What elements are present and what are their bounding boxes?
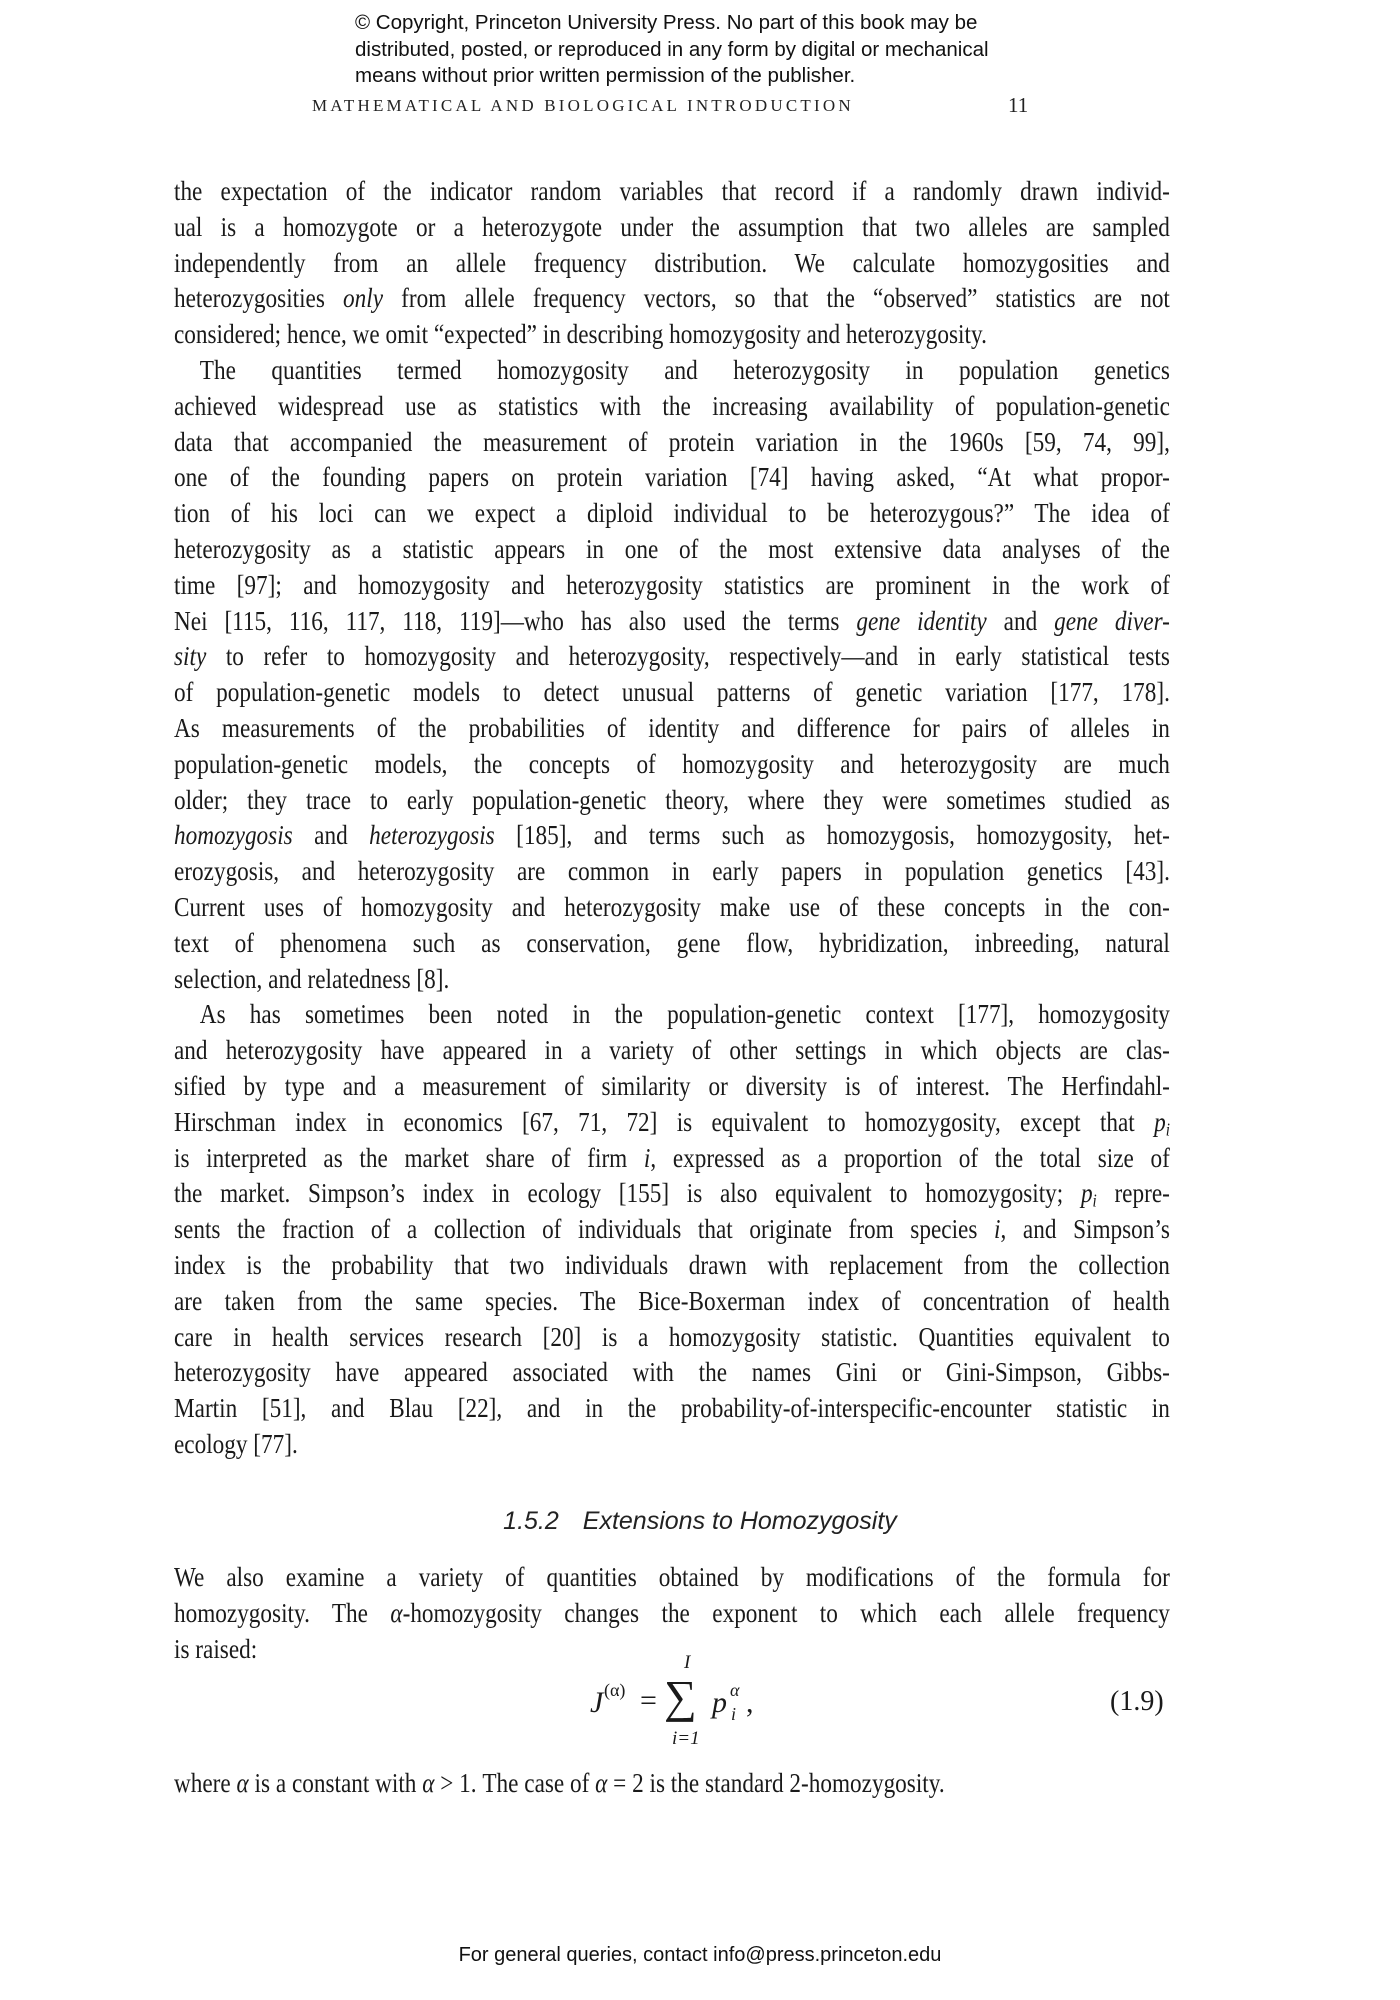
text-run: data that accompanied the measurement of protein variation in the 1960s [59, 74, 99], <box>174 426 1170 457</box>
text-line <box>174 1212 1170 1246</box>
copyright-line: distributed, posted, or reproduced in any form by digital or mechanical <box>355 37 989 61</box>
page-number: 11 <box>1008 93 1029 117</box>
text-line <box>174 604 1170 638</box>
text-run: Hirschman index in economics [67, 71, 72] is equivalent to homozygosity, except that <box>174 1106 1155 1137</box>
text-run: selection, and relatedness [8]. <box>174 963 450 994</box>
equation-number: (1.9) <box>1110 1686 1164 1717</box>
text-line <box>174 1391 1170 1425</box>
copyright-notice <box>355 10 989 90</box>
italic-run: gene identity <box>856 605 987 636</box>
text-run: We also examine a variety of quantities obtained by modifications of the formula for <box>174 1562 1170 1592</box>
text-line <box>174 174 1170 208</box>
eq-equals: = <box>640 1684 657 1717</box>
italic-run: i <box>643 1142 651 1173</box>
text-line <box>174 747 1170 781</box>
text-line <box>174 675 1170 709</box>
text-line <box>174 425 1170 459</box>
text-line <box>174 854 1170 888</box>
text-line <box>174 1141 1170 1175</box>
text-line <box>174 568 1170 602</box>
text-run: sified by type and a measurement of similarity or diversity is of interest. The Herfindahl- <box>174 1071 1170 1101</box>
text-run: achieved widespread use as statistics with the increasing availability of population-genetic <box>174 390 1170 421</box>
eq-lhs-sup: (α) <box>604 1680 626 1700</box>
text-run: care in health services research [20] is a homozygosity statistic. Quantities equivalent to <box>174 1321 1170 1352</box>
text-run: > 1. The case of <box>434 1768 596 1798</box>
subscript: i <box>1092 1190 1097 1211</box>
text-run: and <box>986 605 1055 636</box>
text-run: time [97]; and homozygosity and heterozygosity statistics are prominent in the work of <box>174 569 1170 600</box>
text-line <box>174 281 1170 315</box>
text-run: heterozygosities <box>174 283 344 314</box>
text-run: ecology [77]. <box>174 1429 298 1459</box>
italic-run: α <box>422 1768 435 1798</box>
text-run: homozygosity. The <box>174 1597 391 1628</box>
text-run: one of the founding papers on protein variation [74] having asked, “At what propor- <box>174 462 1170 493</box>
text-line <box>174 1033 1170 1067</box>
text-line <box>174 1560 1170 1594</box>
text-line <box>174 1176 1170 1210</box>
text-line <box>174 1632 1170 1666</box>
text-line <box>174 210 1170 244</box>
text-run: older; they trace to early population-genetic theory, where they were sometimes studied as <box>174 784 1170 815</box>
text-run: from allele frequency vectors, so that the “observed” statistics are not <box>383 283 1170 314</box>
text-line <box>174 353 1170 387</box>
text-run: and heterozygosity have appeared in a variety of other settings in which objects are clas- <box>174 1035 1170 1066</box>
eq-term: p <box>712 1686 727 1719</box>
italic-run: p <box>1080 1178 1093 1209</box>
text-run: and <box>292 820 370 851</box>
footer: For general queries, contact info@press.princeton.edu <box>458 1944 942 1966</box>
text-line <box>174 890 1170 924</box>
eq-comma: , <box>746 1686 754 1719</box>
text-run: where <box>174 1768 237 1798</box>
text-run: to refer to homozygosity and heterozygosity, respectively—and in early statistical tests <box>206 641 1170 672</box>
text-run: index is the probability that two individuals drawn with replacement from the collection <box>174 1250 1170 1280</box>
text-run: Nei [115, 116, 117, 118, 119]—who has also used the terms <box>174 605 857 636</box>
section-title: Extensions to Homozygosity <box>582 1507 897 1535</box>
italic-run: α <box>236 1768 249 1798</box>
text-run: heterozygosity have appeared associated with the names Gini or Gini-Simpson, Gibbs- <box>174 1357 1170 1388</box>
text-line <box>174 783 1170 817</box>
text-line <box>174 1284 1170 1318</box>
text-run: is raised: <box>174 1633 258 1664</box>
text-run: Current uses of homozygosity and heterozygosity make use of these concepts in the con- <box>174 892 1170 922</box>
text-line <box>174 1320 1170 1354</box>
text-line <box>174 1105 1170 1139</box>
italic-run: gene diver- <box>1054 605 1170 636</box>
text-run: repre- <box>1096 1178 1170 1209</box>
text-line <box>174 532 1170 566</box>
section-heading <box>0 1507 1400 1536</box>
text-line <box>174 1427 1170 1461</box>
text-run: sents the fraction of a collection of individuals that originate from species <box>174 1214 995 1245</box>
text-run: , and Simpson’s <box>1000 1214 1170 1245</box>
eq-upper-limit: I <box>684 1652 691 1673</box>
text-run: of population-genetic models to detect unusual patterns of genetic variation [177, 178]. <box>174 677 1170 708</box>
text-run: ual is a homozygote or a heterozygote under the assumption that two alleles are sampled <box>174 211 1170 242</box>
italic-run: p <box>1154 1106 1166 1137</box>
text-line <box>174 997 1170 1031</box>
text-run: erozygosis, and heterozygosity are common in early papers in population genetics [43]. <box>174 856 1170 887</box>
italic-run: α <box>390 1597 403 1628</box>
text-line <box>174 711 1170 745</box>
text-run: population-genetic models, the concepts of homozygosity and heterozygosity are much <box>174 748 1170 779</box>
copyright-line: © Copyright, Princeton University Press. No part of this book may be <box>355 11 978 34</box>
subscript: i <box>1165 1119 1170 1140</box>
italic-run: homozygosis <box>174 820 293 851</box>
text-run: As has sometimes been noted in the population-genetic context [177], homozygosity <box>199 999 1170 1030</box>
text-run: -homozygosity changes the exponent to which each allele frequency <box>402 1597 1170 1628</box>
text-line <box>174 246 1170 280</box>
text-run: The quantities termed homozygosity and heterozygosity in population genetics <box>199 355 1170 385</box>
italic-run: heterozygosis <box>369 820 495 851</box>
eq-term-sup: α <box>730 1680 740 1700</box>
text-line <box>174 460 1170 494</box>
italic-run: sity <box>174 641 207 672</box>
text-line <box>174 1248 1170 1282</box>
italic-run: only <box>343 283 384 314</box>
text-run: heterozygosity as a statistic appears in one of the most extensive data analyses of the <box>174 534 1170 564</box>
section-number: 1.5.2 <box>503 1507 559 1535</box>
eq-lhs: J <box>590 1686 604 1719</box>
text-run: considered; hence, we omit “expected” in describing homozygosity and heterozygosity. <box>174 319 987 350</box>
eq-term-sub: i <box>731 1704 737 1724</box>
text-run: As measurements of the probabilities of identity and difference for pairs of alleles in <box>174 713 1170 743</box>
italic-run: α <box>595 1768 608 1798</box>
text-line <box>174 317 1170 351</box>
text-line <box>174 389 1170 423</box>
text-line <box>174 1355 1170 1389</box>
copyright-line: means without prior written permission of the publisher. <box>355 64 856 87</box>
text-run: text of phenomena such as conservation, gene flow, hybridization, inbreeding, natural <box>174 927 1170 958</box>
text-run: are taken from the same species. The Bice-Boxerman index of concentration of health <box>174 1285 1170 1316</box>
text-run: the market. Simpson’s index in ecology [155] is also equivalent to homozygosity; <box>174 1178 1081 1209</box>
text-line <box>174 639 1170 673</box>
text-line <box>174 926 1170 960</box>
eq-sum-sign: ∑ <box>664 1671 697 1722</box>
text-line <box>174 1069 1170 1103</box>
text-run: = 2 is the standard 2-homozygosity. <box>607 1768 945 1798</box>
text-run: the expectation of the indicator random variables that record if a randomly drawn individ- <box>174 176 1170 206</box>
text-run: is a constant with <box>248 1768 423 1798</box>
text-line <box>174 1596 1170 1630</box>
text-line <box>174 1766 1170 1800</box>
text-line <box>174 962 1170 996</box>
text-run: Martin [51], and Blau [22], and in the probability-of-interspecific-encounter statistic in <box>174 1393 1170 1424</box>
text-run: is interpreted as the market share of firm <box>174 1142 644 1173</box>
eq-lower-limit: i=1 <box>672 1728 700 1749</box>
running-header: MATHEMATICAL AND BIOLOGICAL INTRODUCTION <box>312 96 854 115</box>
italic-run: i <box>994 1214 1001 1245</box>
text-run: independently from an allele frequency distribution. We calculate homozygosities and <box>174 247 1170 278</box>
text-run: , expressed as a proportion of the total size of <box>650 1142 1170 1173</box>
text-run: [185], and terms such as homozygosis, homozygosity, het- <box>494 820 1170 851</box>
text-run: tion of his loci can we expect a diploid individual to be heterozygous?” The idea of <box>174 498 1170 529</box>
text-line <box>174 818 1170 852</box>
text-line <box>174 496 1170 530</box>
